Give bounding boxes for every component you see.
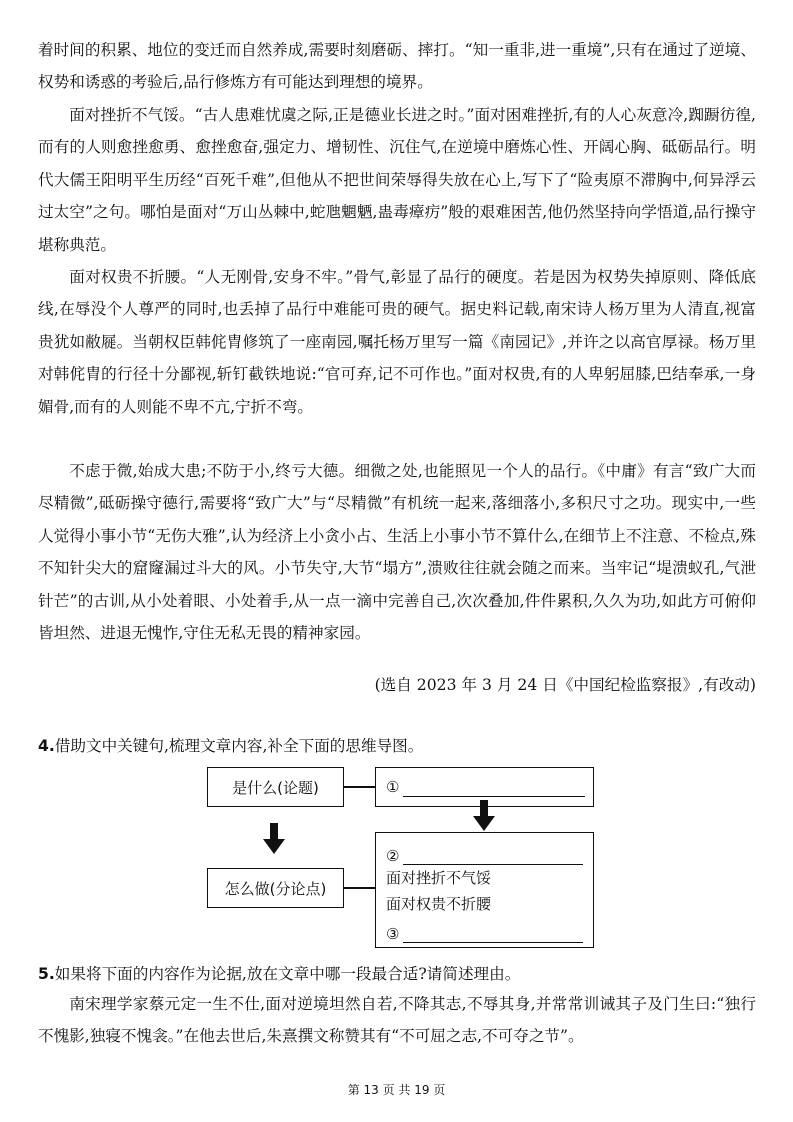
question-4 <box>38 730 756 762</box>
article-paragraph-2: 面对挫折不气馁。“古人患难忧虞之际,正是德业长进之时。”面对困难挫折,有的人心灰意冷,踟蹰彷徨,而有的人则愈挫愈勇、愈挫愈奋,强定力、增韧性、沉住气,在逆境中磨炼心性、开阔心胸、砥砺品行。明代大儒王阳明平生历经“百死千难”,但他从不把世间荣辱得失放在心上,写下了“险夷原不滞胸中,何异浮云过太空”之句。哪怕是面对“万山丛棘中,蛇虺魍魉,蛊毒瘴疠”般的艰难困苦,他仍然坚持向学悟道,品行操守堪称典范。 <box>38 106 756 254</box>
answer-blank-1[interactable] <box>403 778 585 797</box>
mindmap-connector-line <box>344 786 375 788</box>
blank-1-marker: ① <box>386 778 400 796</box>
subpoint-line-3 <box>386 917 583 943</box>
article-paragraph-3: 面对权贵不折腰。“人无刚骨,安身不牢。”骨气,彰显了品行的硬度。若是因为权势失掉原则、降低底线,在辱没个人尊严的同时,也丢掉了品行中难能可贵的硬气。据史料记载,南宋诗人杨万里为人清直,视富贵犹如敝屣。当朝权臣韩侂胄修筑了一座南园,嘱托杨万里写一篇《南园记》,并许之以高官厚禄。杨万里对韩侂胄的行径十分鄙视,斩钉截铁地说:“官可弃,记不可作也。”面对权贵,有的人卑躬屈膝,巴结奉承,一身媚骨,而有的人则能不卑不亢,宁折不弯。 <box>38 268 756 416</box>
mindmap-subpoints-box <box>375 832 594 948</box>
question-4-text: 借助文中关键句,梳理文章内容,补全下面的思维导图。 <box>54 737 424 755</box>
down-arrow-icon-right <box>473 800 495 832</box>
question-5 <box>38 958 756 990</box>
page-footer: 第 13 页 共 19 页 <box>347 1083 446 1097</box>
blank-2-marker: ② <box>386 847 400 865</box>
article-paragraph-1: 着时间的积累、地位的变迁而自然养成,需要时刻磨砺、摔打。“知一重非,进一重境”,只有在通过了逆境、权势和诱惑的考验后,品行修炼方有可能达到理想的境界。 <box>38 41 756 92</box>
article-source: (选自 2023 年 3 月 24 日《中国纪检监察报》,有改动) <box>374 676 756 694</box>
mindmap-how-box <box>207 868 344 908</box>
question-5-number: 5. <box>38 965 55 983</box>
mindmap-bracket-top <box>344 887 375 889</box>
mindmap-how-label: 怎么做(分论点) <box>224 879 327 898</box>
answer-blank-3[interactable] <box>403 924 583 943</box>
article-paragraph-4: 不虑于微,始成大患;不防于小,终亏大德。细微之处,也能照见一个人的品行。《中庸》有言“致广大而尽精微”,砥砺操守德行,需要将“致广大”与“尽精微”有机统一起来,落细落小,多积尺寸之功。现实中,一些人觉得小事小节“无伤大雅”,认为经济上小贪小占、生活上小事小节不算什么,在细节上不注意、不检点,殊不知针尖大的窟窿漏过斗大的风。小节失守,大节“塌方”,溃败往往就会随之而来。当牢记“堤溃蚁孔,气泄针芒”的古训,从小处着眼、小处着手,从一点一滴中完善自己,次次叠加,件件累积,久久为功,如此方可俯仰皆坦然、进退无愧怍,守住无私无畏的精神家园。 <box>38 462 756 643</box>
subpoint-b: 面对权贵不折腰 <box>386 895 492 913</box>
subpoint-line-2 <box>386 839 583 865</box>
down-arrow-icon-left <box>263 823 285 855</box>
subpoint-a: 面对挫折不气馁 <box>386 869 492 887</box>
blank-3-marker: ③ <box>386 925 400 943</box>
question-4-number: 4. <box>38 737 55 755</box>
mindmap-what-label: 是什么(论题) <box>232 778 319 797</box>
question-5-material: 南宋理学家蔡元定一生不仕,面对逆境坦然自若,不降其志,不辱其身,并常常训诫其子及门生曰:“独行不愧影,独寝不愧衾。”在他去世后,朱熹撰文称赞其有“不可屈之志,不可夺之节”。 <box>38 995 756 1046</box>
question-5-text: 如果将下面的内容作为论据,放在文章中哪一段最合适?请简述理由。 <box>54 965 521 983</box>
mindmap-what-box <box>207 767 344 807</box>
answer-blank-2[interactable] <box>403 846 583 865</box>
